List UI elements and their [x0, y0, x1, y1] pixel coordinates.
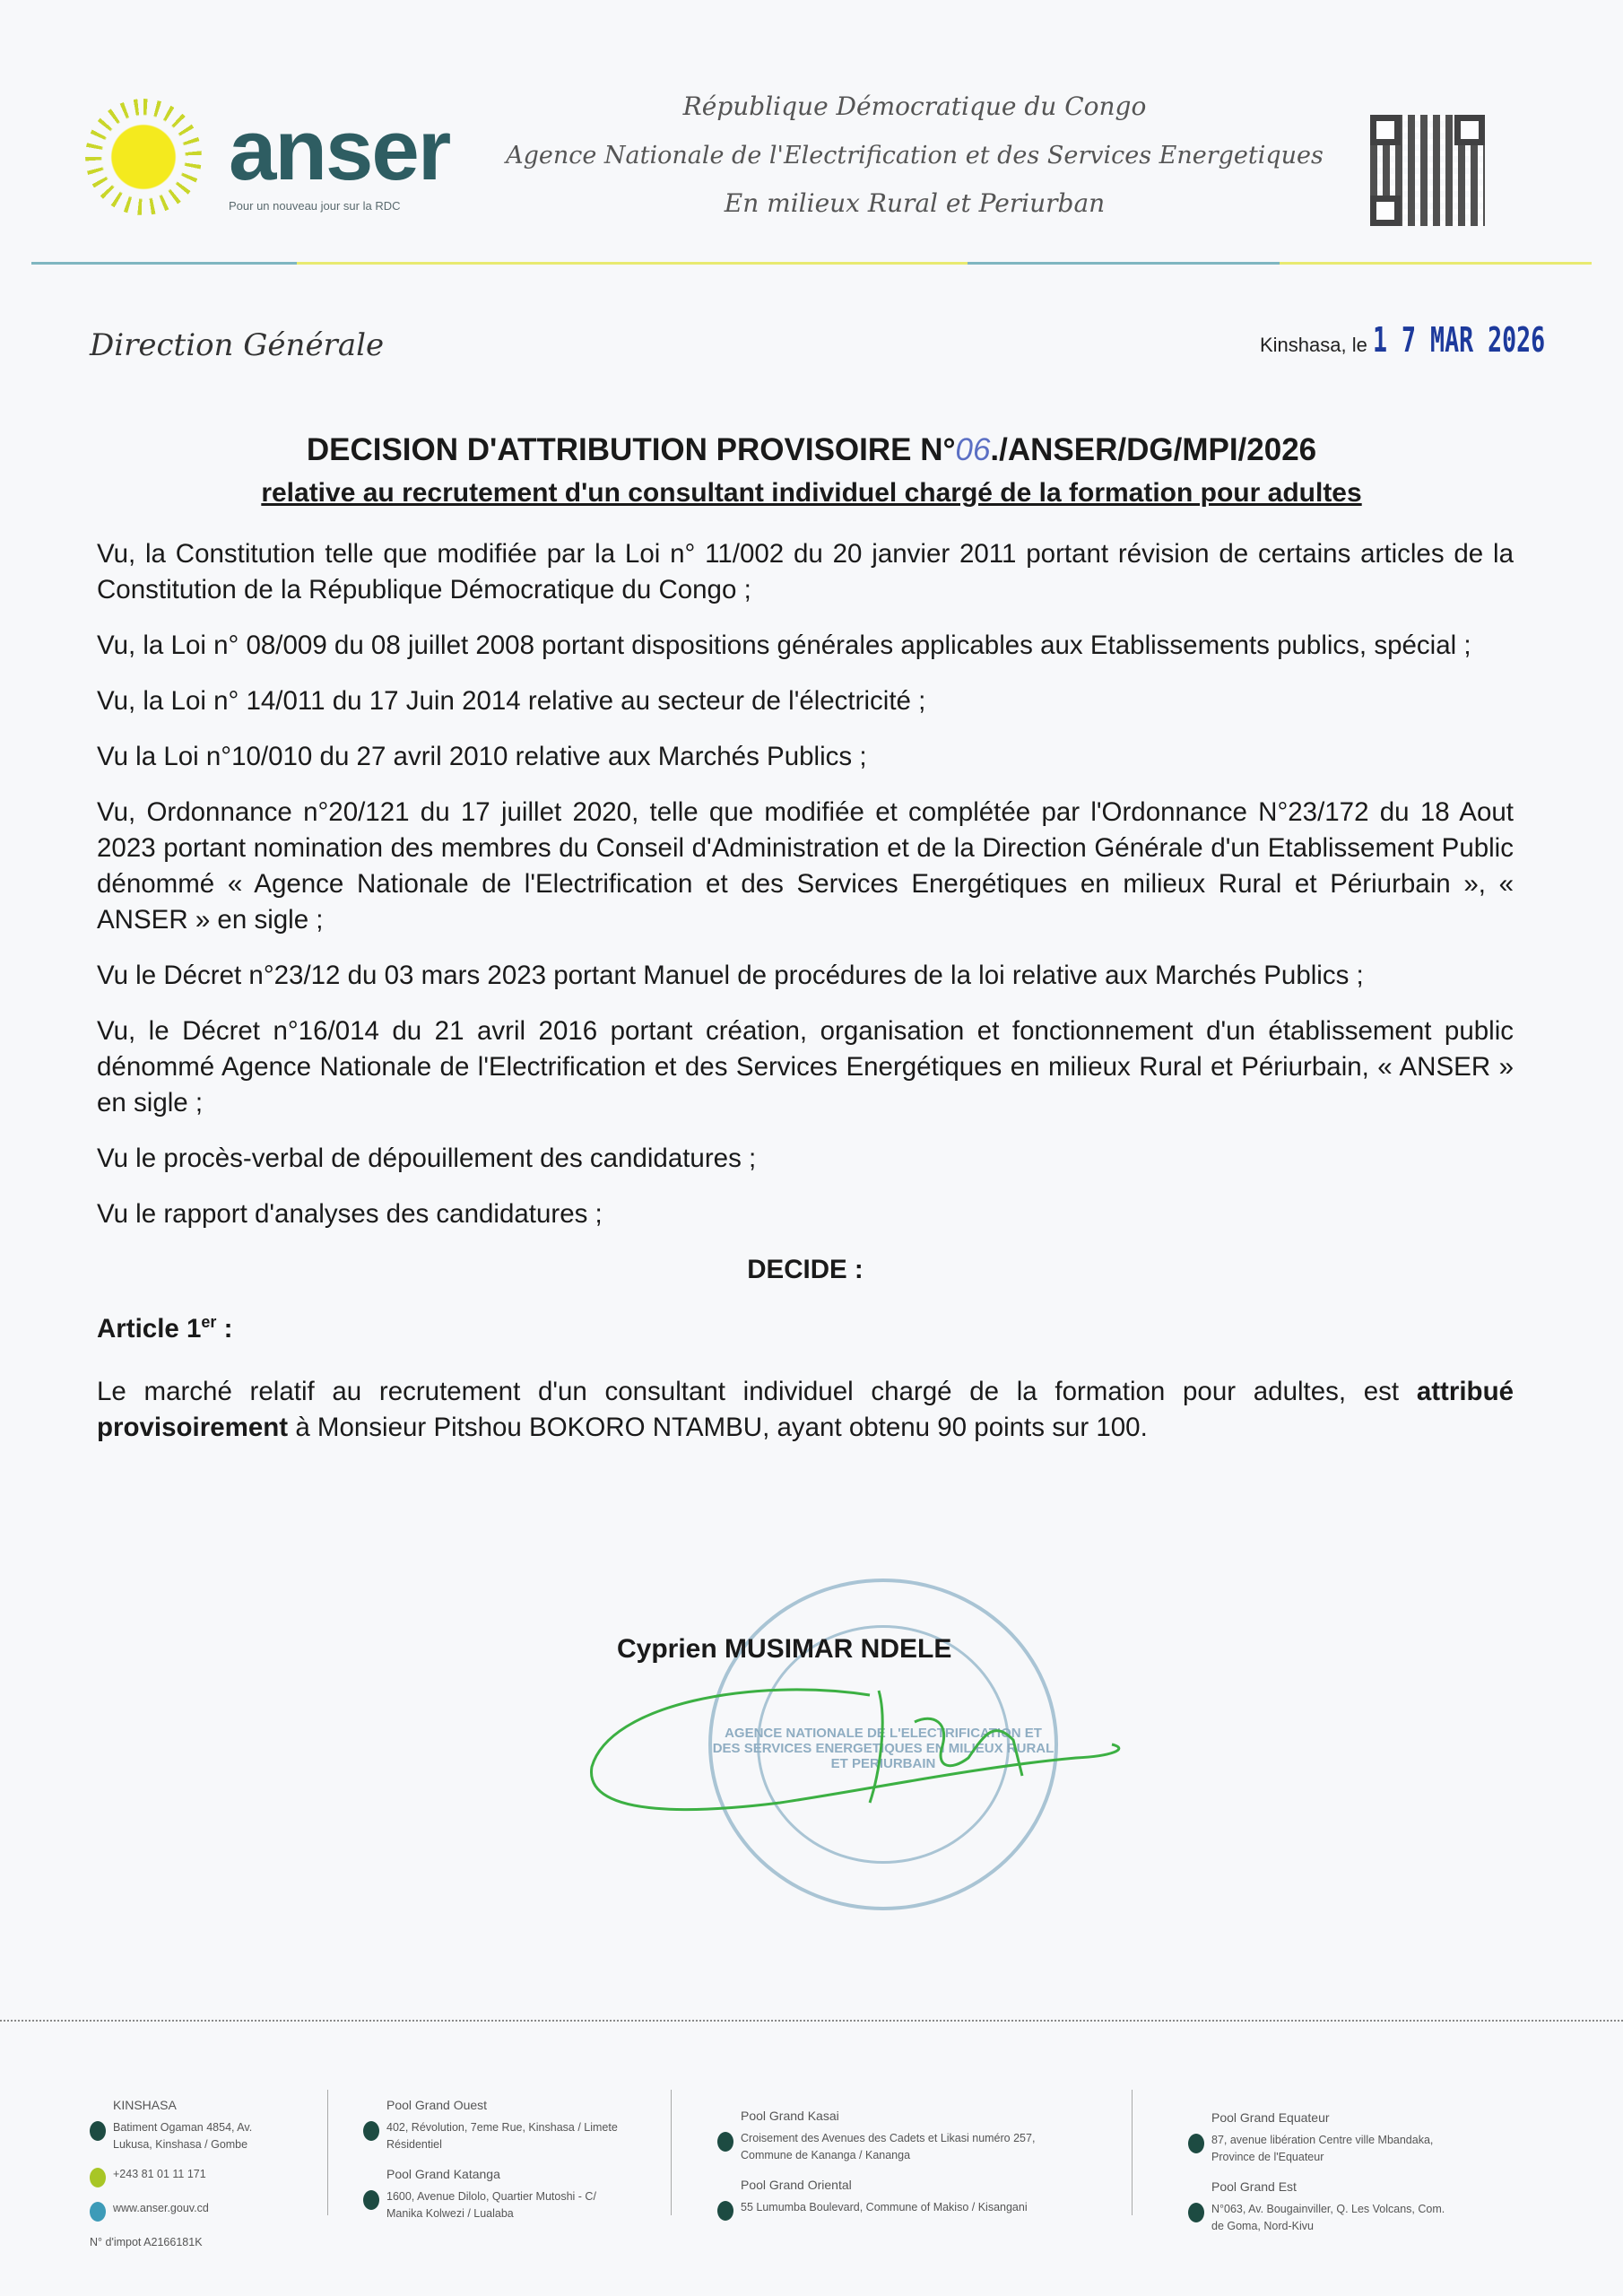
sun-icon — [94, 108, 193, 206]
brand-name: anser — [229, 102, 450, 198]
location-pin-icon — [717, 2132, 733, 2152]
anser-logo — [94, 99, 489, 215]
article-text-1: Le marché relatif au recrutement d'un consultant individuel chargé de la formation pour adultes, est — [97, 1376, 1417, 1406]
footer-address: 1600, Avenue Dilolo, Quartier Mutoshi - C/ Manika Kolwezi / Lualaba — [386, 2190, 596, 2220]
footer-divider — [0, 2020, 1623, 2022]
footer-address: 402, Révolution, 7eme Rue, Kinshasa / Limete Résidentiel — [386, 2121, 618, 2151]
considerant: Vu le procès-verbal de dépouillement des candidatures ; — [97, 1144, 757, 1173]
considerant: Vu, le Décret n°16/014 du 21 avril 2016 portant création, organisation et fonctionnement d'un établissement public dénommé Agence Nationale de l'Electrification et des Services Energétiques en milieux Rural et Périurbain, « ANSER » en sigle ; — [97, 1016, 1514, 1118]
considerant: Vu la Loi n°10/010 du 27 avril 2010 relative aux Marchés Publics ; — [97, 742, 867, 771]
footer-kinshasa — [90, 2097, 287, 2251]
date-prefix: Kinshasa, le — [1260, 334, 1367, 356]
title-prefix: DECISION D'ATTRIBUTION PROVISOIRE N° — [306, 432, 956, 467]
footer-title: Pool Grand Kasai — [741, 2109, 839, 2123]
location-pin-icon — [1188, 2134, 1204, 2153]
header-divider — [31, 262, 1592, 265]
header-line-2: Agence Nationale de l'Electrification et des Services Energetiques — [506, 142, 1324, 170]
location-pin-icon — [363, 2121, 379, 2141]
considerant: Vu, la Loi n° 08/009 du 08 juillet 2008 portant dispositions générales applicables aux Etablissements publics, spécial ; — [97, 631, 1471, 660]
decision-title — [126, 432, 1497, 468]
signatory-name: Cyprien MUSIMAR NDELE — [617, 1634, 952, 1664]
footer-address: 55 Lumumba Boulevard, Commune of Makiso / Kisangani — [741, 2201, 1028, 2213]
location-pin-icon — [363, 2190, 379, 2210]
location-pin-icon — [90, 2121, 106, 2141]
decision-number: 06 — [955, 432, 991, 467]
footer-web[interactable]: www.anser.gouv.cd — [113, 2202, 209, 2214]
web-icon — [90, 2202, 106, 2222]
article-label: Article 1 — [97, 1313, 202, 1344]
brand-tagline: Pour un nouveau jour sur la RDC — [229, 199, 401, 213]
footer-phone: +243 81 01 11 171 — [113, 2168, 206, 2180]
signature — [574, 1668, 1148, 1848]
qr-code-icon — [1370, 115, 1485, 226]
footer-tax: N° d'impot A2166181K — [90, 2236, 203, 2248]
footer-address: Croisement des Avenues des Cadets et Likasi numéro 257, Commune de Kananga / Kananga — [741, 2132, 1036, 2161]
footer-separator — [1132, 2090, 1133, 2215]
decision-body — [97, 536, 1514, 1465]
header-line-3: En milieux Rural et Periurban — [724, 188, 1106, 218]
footer-address: Batiment Ogaman 4854, Av. Lukusa, Kinshasa / Gombe — [113, 2121, 253, 2151]
article-colon: : — [216, 1313, 233, 1344]
footer-address: N°063, Av. Bougainviller, Q. Les Volcans, Com. de Goma, Nord-Kivu — [1211, 2203, 1445, 2232]
considerant: Vu le Décret n°23/12 du 03 mars 2023 portant Manuel de procédures de la loi relative aux Marchés Publics ; — [97, 961, 1364, 990]
stamp-text: AGENCE NATIONALE DE L'ELECTRIFICATION ET DES SERVICES ENERGETIQUES EN MILIEUX RURAL ET PERIURBAIN — [712, 1726, 1055, 1771]
considerant: Vu, Ordonnance n°20/121 du 17 juillet 2020, telle que modifiée et complétée par l'Ordonnance N°23/172 du 18 Aout 2023 portant nomination des membres du Conseil d'Administration et de la Direction Générale d'un Etablissement Public dénommé « Agence Nationale de l'Electrification et des Services Energétiques en milieux Rural et Périurbain », « ANSER » en sigle ; — [97, 797, 1514, 935]
decision-subtitle: relative au recrutement d'un consultant individuel chargé de la formation pour adultes — [261, 478, 1362, 508]
article-text — [97, 1374, 1514, 1446]
footer-title: Pool Grand Ouest — [386, 2098, 488, 2112]
location-pin-icon — [1188, 2203, 1204, 2222]
footer-col-2 — [363, 2097, 632, 2235]
footer-title: Pool Grand Oriental — [741, 2178, 852, 2192]
decide-heading: DECIDE : — [747, 1255, 864, 1284]
considerant: Vu, la Loi n° 14/011 du 17 Juin 2014 relative au secteur de l'électricité ; — [97, 686, 926, 716]
footer-col-3 — [717, 2108, 1076, 2233]
title-suffix: ./ANSER/DG/MPI/2026 — [990, 432, 1317, 467]
header-line-1: République Démocratique du Congo — [682, 91, 1147, 121]
phone-icon — [90, 2168, 106, 2187]
footer-title: KINSHASA — [113, 2098, 177, 2112]
article-heading — [97, 1304, 1514, 1347]
considerant: Vu le rapport d'analyses des candidatures ; — [97, 1199, 603, 1229]
footer-separator — [671, 2090, 672, 2215]
article-text-2: à Monsieur Pitshou BOKORO NTAMBU, ayant obtenu 90 points sur 100. — [288, 1412, 1148, 1442]
location-pin-icon — [717, 2201, 733, 2221]
footer-title: Pool Grand Equateur — [1211, 2110, 1330, 2125]
footer-separator — [327, 2090, 328, 2215]
date-stamp: 1 7 MAR 2026 — [1372, 320, 1546, 360]
direction-label: Direction Générale — [90, 327, 385, 363]
considerant: Vu, la Constitution telle que modifiée par la Loi n° 11/002 du 20 janvier 2011 portant révision de certains articles de la Constitution de la République Démocratique du Congo ; — [97, 539, 1514, 604]
footer-col-4 — [1188, 2109, 1448, 2248]
date-line — [1260, 320, 1619, 360]
article-sup: er — [201, 1313, 217, 1331]
footer-title: Pool Grand Est — [1211, 2179, 1297, 2194]
footer-address: 87, avenue libération Centre ville Mbandaka, Province de l'Equateur — [1211, 2134, 1434, 2163]
footer-title: Pool Grand Katanga — [386, 2167, 500, 2181]
article-bold: attribué provisoirement — [97, 1376, 1514, 1442]
